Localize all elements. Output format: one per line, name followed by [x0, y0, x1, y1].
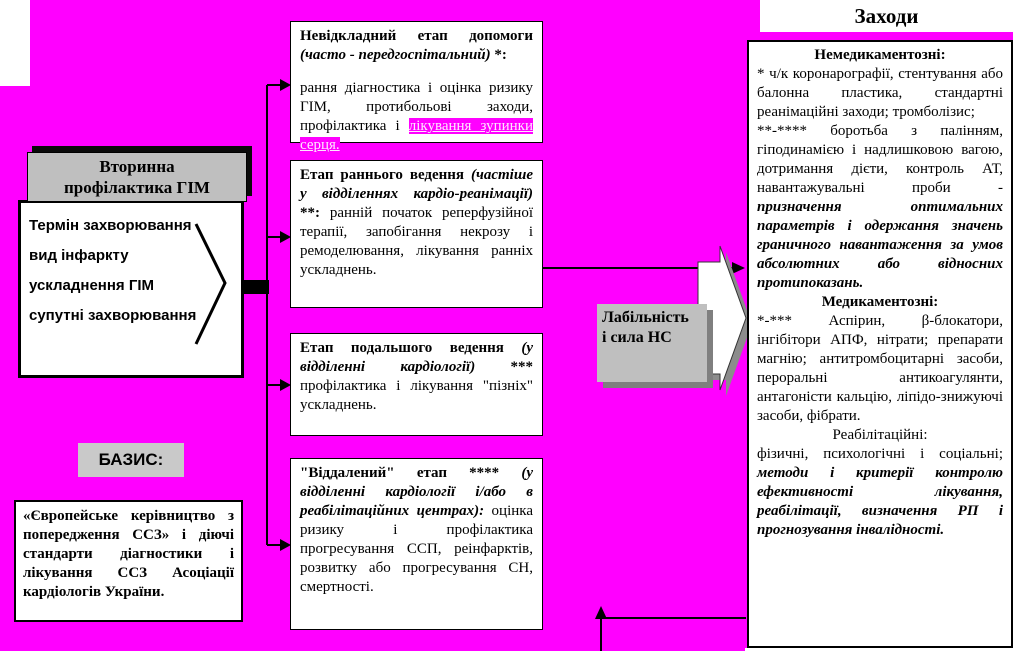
stage3-text	[300, 339, 533, 415]
stage-remote-box	[290, 458, 543, 630]
nonmed-p2-emphasis: призначення оптимальних параметрів і одержання значень граничного навантаження за умов абсолютних або відносних протипоказань.	[757, 199, 1003, 291]
med-section-title: Медикаментозні:	[821, 294, 939, 310]
rehab-p1-emphasis: методи і критерії контролю ефективності лікування, реабілітації, визначення РП і прогнозування інвалідності.	[757, 465, 1003, 538]
factor-item: вид інфаркту	[29, 247, 129, 264]
cardiac-arrest-link[interactable]: лікування зупинки серця.	[300, 118, 533, 153]
rehab-p1-plain: фізичні, психологічні і соціальні;	[757, 446, 1003, 462]
top-left-white-margin	[0, 0, 30, 86]
stage-further-box	[290, 333, 543, 436]
european-guidelines-box	[14, 500, 243, 622]
rehab-paragraph-1	[757, 445, 1003, 540]
lability-line-2: і сила НС	[602, 329, 672, 346]
stage4-body: оцінка ризику і профілактика прогресування ССП, реінфарктів, розвитку або прогресування СН, смертності.	[300, 503, 533, 595]
heading-line-1: Вторинна	[99, 157, 175, 176]
factor-item: супутні захворювання	[29, 307, 197, 324]
stage1-marker: *:	[494, 47, 507, 63]
stage1-title: Невідкладний етап допомоги	[300, 28, 533, 44]
rehab-section-title: Реабілітаційні:	[832, 427, 928, 443]
secondary-prevention-heading	[27, 152, 247, 202]
med-paragraph-1: *-*** Аспірин, β-блокатори, інгібітори АПФ, нітрати; препарати магнію; антитромбоцитарні засоби, пероральні антикоагулянти, антагоністи кальцію, ліпідо-знижуючі засоби, фібрати.	[757, 313, 1003, 424]
stage4-title: "Віддалений" етап ****	[300, 465, 522, 481]
stage3-title: Етап подальшого ведення	[300, 340, 522, 356]
page-title: Заходи	[854, 3, 919, 28]
stage1-title-line	[300, 27, 533, 65]
lability-line-1: Лабільність	[602, 309, 689, 326]
stage-early-box	[290, 160, 543, 308]
nonmed-paragraph-2	[757, 122, 1003, 293]
chevron-shape	[194, 222, 230, 346]
stage2-subtitle: (частіше у відділеннях кардіо-реанімації)	[300, 167, 533, 202]
measures-panel	[747, 40, 1013, 648]
stage3-subtitle: (у відділенні кардіології)	[300, 340, 533, 375]
stage2-text	[300, 166, 533, 280]
nonmed-p2-plain: **-**** боротьба з палінням, гіподинамією і надлишковою вагою, дотримання дієти, контроль АТ, навантажувальні проби -	[757, 123, 1003, 196]
stage4-subtitle: (у відділенні кардіології і/або в реабілітаційних центрах):	[300, 465, 533, 519]
lability-box	[597, 304, 707, 382]
stage3-marker: ***	[510, 359, 533, 375]
stage-immediate-box	[290, 21, 543, 153]
stage1-subtitle: (часто - передгоспітальний)	[300, 47, 495, 63]
factor-item: ускладнення ГІМ	[29, 277, 155, 294]
stage4-text	[300, 464, 533, 597]
basis-label-box	[78, 443, 184, 477]
right-white-margin	[1013, 0, 1022, 651]
stage1-body-line	[300, 79, 533, 155]
european-guidelines-text: «Європейське керівництво з попередження ССЗ» і діючі стандарти діагностики і лікування ССЗ Асоціації кардіологів України.	[23, 508, 234, 600]
header-banner	[760, 0, 1013, 32]
basis-label-text: БАЗИС:	[98, 450, 164, 469]
nonmed-paragraph-1: * ч/к коронарографії, стентування або балонна пластика, стандартні реанімаційні заходи; тромболізис;	[757, 66, 1003, 120]
stage3-body: профілактика і лікування "пізніх" ускладнень.	[300, 378, 533, 413]
stage2-title: Етап раннього ведення	[300, 167, 471, 183]
heading-line-2: профілактика ГІМ	[64, 178, 210, 197]
stage2-marker: **:	[300, 205, 330, 221]
nonmed-section-title: Немедикаментозні:	[814, 47, 946, 63]
stage2-body: ранній початок реперфузійної терапії, запобігання некрозу і ремоделювання, лікування ранніх ускладнень.	[300, 205, 533, 278]
stage1-body: рання діагностика і оцінка ризику ГІМ, протибольові заходи, профілактика і	[300, 80, 533, 134]
factor-item: Термін захворювання	[29, 217, 192, 234]
